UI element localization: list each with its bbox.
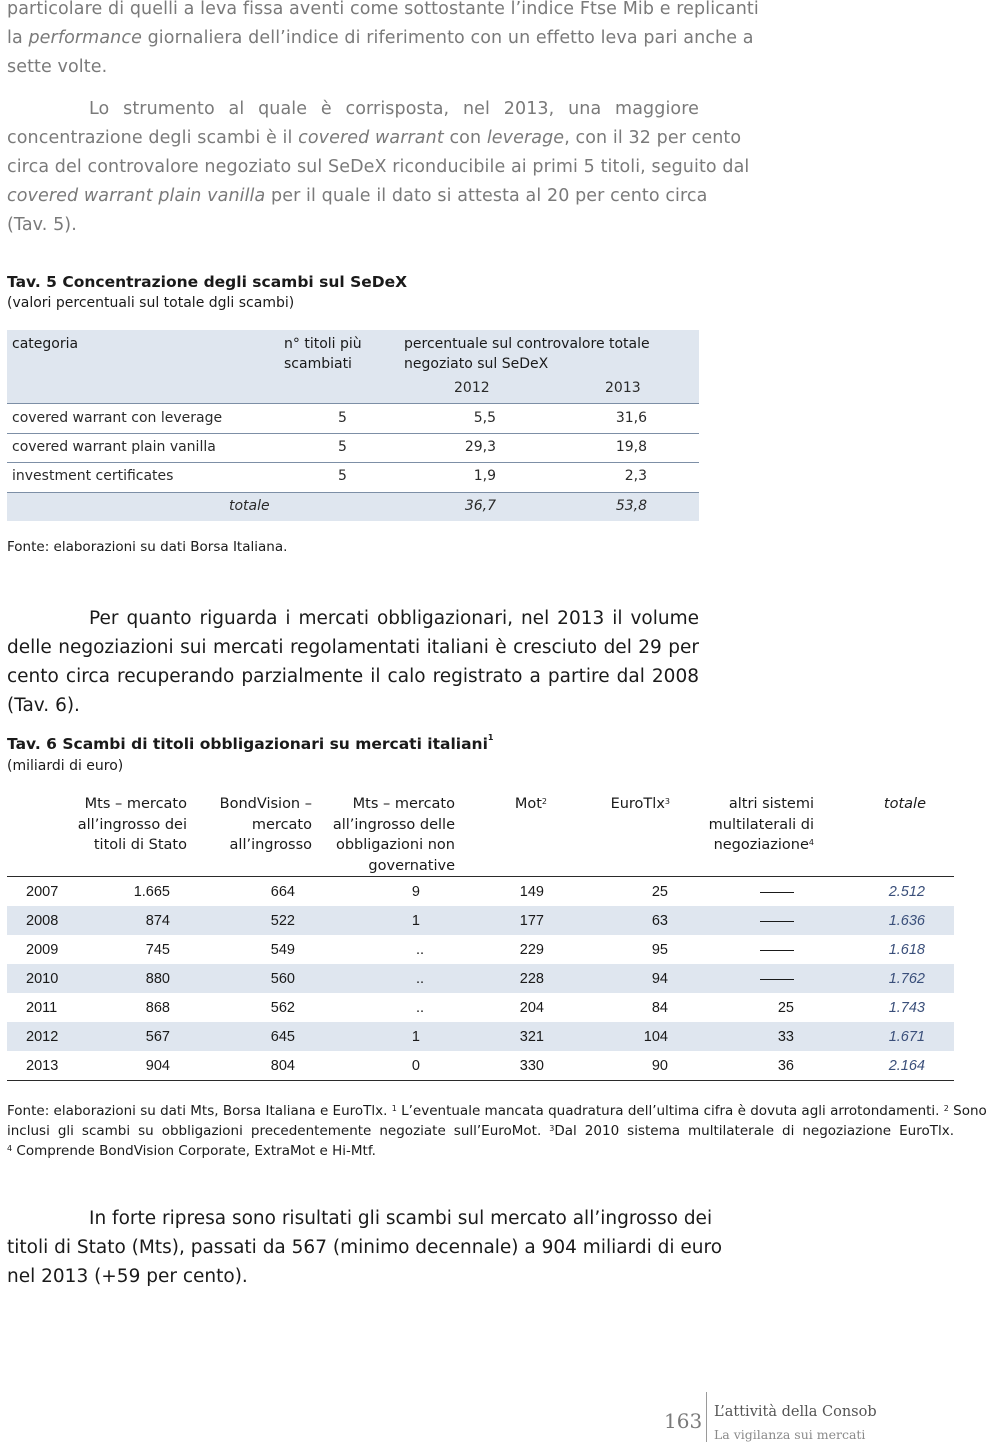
row-ntitoli: 5 — [338, 410, 347, 426]
note-line: inclusi gli scambi su obbligazioni precedentemente negoziate sull’EuroMot. $^3$Dal 2010 sistema multilaterale di negoziazione EuroTlx. — [7, 1123, 955, 1139]
dash — [760, 979, 794, 980]
header-divider — [7, 876, 954, 877]
row-year: 2009 — [26, 942, 59, 958]
header-mts-gov: Mts – mercato all’ingrosso delle obbligazioni non governative — [332, 796, 455, 874]
text-line: (Tav. 5). — [7, 215, 77, 235]
text-line: titoli di Stato (Mts), passati da 567 (minimo decennale) a 904 miliardi di euro — [7, 1237, 723, 1258]
cell-bondvision: 560 — [270, 971, 295, 987]
table5-subtitle: (valori percentuali sul totale dgli scambi) — [7, 295, 295, 311]
cell-mts: 868 — [145, 1000, 170, 1016]
row-2013: 2,3 — [624, 468, 647, 484]
text-line: concentrazione degli scambi è il covered warrant con leverage, con il 32 per cento — [7, 128, 742, 148]
footer-title: L’attività della Consob — [714, 1404, 877, 1420]
cell-totale: 2.164 — [888, 1058, 925, 1074]
dash — [760, 892, 794, 893]
text-line: sette volte. — [7, 57, 108, 77]
text-line: Lo strumento al quale è corrisposta, nel 2013, una maggiore — [89, 99, 699, 119]
cell-mts: 880 — [145, 971, 170, 987]
cell-totale: 1.671 — [888, 1029, 925, 1045]
row-ntitoli: 5 — [338, 468, 347, 484]
header-mts-stato: Mts – mercato all’ingrosso dei titoli di Stato — [77, 796, 187, 853]
total-2013: 53,8 — [615, 498, 647, 514]
row-2013: 31,6 — [615, 410, 647, 426]
text-line: delle negoziazioni sui mercati regolamentati italiani è cresciuto del 29 per — [7, 637, 699, 658]
page-number: 163 — [664, 1409, 703, 1433]
cell-mot: 330 — [519, 1058, 544, 1074]
header-bondvision: BondVision – mercato all’ingrosso — [219, 796, 312, 853]
bottom-divider — [7, 1080, 954, 1081]
table6 — [0, 790, 960, 1085]
text-line: circa del controvalore negoziato sul SeDeX riconducibile ai primi 5 titoli, seguito dal — [7, 157, 750, 177]
row-year: 2011 — [26, 1000, 58, 1016]
cell-altri: 25 — [777, 1000, 794, 1016]
table6-title: Tav. 6 Scambi di titoli obbligazionari su mercati italiani$^1$ — [7, 733, 494, 753]
cell-totale: 1.618 — [888, 942, 925, 958]
footer-subtitle: La vigilanza sui mercati — [714, 1427, 866, 1442]
dash — [760, 950, 794, 951]
header-year-2012: 2012 — [454, 380, 490, 396]
cell-altri — [760, 884, 794, 900]
cell-mts-gov: .. — [415, 971, 424, 987]
row-2012: 29,3 — [464, 439, 496, 455]
cell-bondvision: 549 — [270, 942, 295, 958]
cell-mts-gov: 1 — [411, 1029, 420, 1045]
row-2012: 5,5 — [473, 410, 496, 426]
note-line: $^4$ Comprende BondVision Corporate, ExtraMot e Hi-Mtf. — [7, 1143, 376, 1159]
cell-mts: 874 — [145, 913, 170, 929]
text-line: covered warrant plain vanilla per il quale il dato si attesta al 20 per cento circa — [7, 186, 708, 206]
cell-totale: 1.743 — [888, 1000, 925, 1016]
header-totale: totale — [883, 796, 926, 812]
header-mot: Mot$^2$ — [514, 796, 547, 812]
text-line: cento circa recuperando parzialmente il calo registrato a partire dal 2008 — [7, 666, 699, 687]
total-band — [7, 492, 699, 521]
row-2012: 1,9 — [473, 468, 496, 484]
cell-eurotlx: 95 — [651, 942, 668, 958]
cell-bondvision: 664 — [270, 884, 295, 900]
cell-mts-gov: .. — [415, 1000, 424, 1016]
cell-mts: 1.665 — [133, 884, 170, 900]
cell-totale: 1.636 — [888, 913, 925, 929]
header-categoria: categoria — [12, 336, 79, 352]
text-line: (Tav. 6). — [7, 695, 80, 716]
cell-mot: 228 — [519, 971, 544, 987]
row-categoria: covered warrant plain vanilla — [12, 439, 216, 455]
cell-bondvision: 562 — [270, 1000, 295, 1016]
cell-mts: 567 — [145, 1029, 170, 1045]
paragraph-sedex — [7, 95, 750, 240]
header-percentuale: percentuale sul controvalore totale negoziato sul SeDeX — [404, 336, 650, 372]
header-eurotlx: EuroTlx$^3$ — [610, 796, 670, 812]
cell-eurotlx: 94 — [651, 971, 668, 987]
table6-subtitle: (miliardi di euro) — [7, 758, 124, 774]
cell-mot: 149 — [519, 884, 544, 900]
cell-eurotlx: 84 — [651, 1000, 668, 1016]
total-2012: 36,7 — [464, 498, 496, 514]
cell-eurotlx: 63 — [651, 913, 668, 929]
table6-notes — [7, 1101, 987, 1161]
divider — [7, 492, 699, 493]
cell-eurotlx: 104 — [643, 1029, 668, 1045]
dash — [760, 921, 794, 922]
cell-bondvision: 645 — [270, 1029, 295, 1045]
text-line: nel 2013 (+59 per cento). — [7, 1266, 248, 1287]
divider — [7, 462, 699, 463]
cell-mts-gov: .. — [415, 942, 424, 958]
row-ntitoli: 5 — [338, 439, 347, 455]
cell-altri — [760, 971, 794, 987]
cell-eurotlx: 25 — [651, 884, 668, 900]
row-year: 2008 — [26, 913, 59, 929]
text-line: la performance giornaliera dell’indice di riferimento con un effetto leva pari anche a — [7, 28, 754, 48]
divider — [7, 433, 699, 434]
years-band — [7, 373, 699, 403]
cell-bondvision: 522 — [270, 913, 295, 929]
cell-eurotlx: 90 — [651, 1058, 668, 1074]
cell-mts-gov: 0 — [411, 1058, 420, 1074]
cell-altri: 36 — [777, 1058, 794, 1074]
header-year-2013: 2013 — [605, 380, 641, 396]
cell-mts: 745 — [145, 942, 170, 958]
header-altri: altri sistemi multilaterali di negoziazione$^4$ — [708, 796, 814, 853]
cell-altri: 33 — [777, 1029, 794, 1045]
cell-bondvision: 804 — [270, 1058, 295, 1074]
cell-altri — [760, 942, 794, 958]
paragraph-intro — [7, 0, 759, 82]
cell-mts: 904 — [145, 1058, 170, 1074]
cell-totale: 2.512 — [888, 884, 925, 900]
row-year: 2010 — [26, 971, 59, 987]
paragraph-mts — [7, 1204, 723, 1291]
footer-divider — [706, 1392, 707, 1442]
row-year: 2007 — [26, 884, 59, 900]
cell-altri — [760, 913, 794, 929]
text-line: particolare di quelli a leva fissa aventi come sottostante l’indice Ftse Mib e replicanti — [7, 0, 759, 19]
table5-title: Tav. 5 Concentrazione degli scambi sul SeDeX — [7, 273, 408, 291]
row-categoria: covered warrant con leverage — [12, 410, 223, 426]
cell-totale: 1.762 — [888, 971, 925, 987]
total-label: totale — [229, 498, 270, 514]
table5 — [7, 330, 699, 520]
row-year: 2013 — [26, 1058, 59, 1074]
cell-mts-gov: 9 — [411, 884, 420, 900]
cell-mot: 229 — [519, 942, 544, 958]
text-line: Per quanto riguarda i mercati obbligazionari, nel 2013 il volume — [89, 608, 699, 629]
divider — [7, 403, 699, 404]
table5-source: Fonte: elaborazioni su dati Borsa Italiana. — [7, 539, 288, 555]
text-line: In forte ripresa sono risultati gli scambi sul mercato all’ingrosso dei — [89, 1208, 713, 1229]
row-categoria: investment certificates — [12, 468, 174, 484]
note-line: Fonte: elaborazioni su dati Mts, Borsa Italiana e EuroTlx. $^1$ L’eventuale mancata quadratura dell’ultima cifra è dovuta agli arrotondamenti. $^2$ Sono — [7, 1103, 987, 1119]
row-2013: 19,8 — [615, 439, 647, 455]
cell-mot: 321 — [519, 1029, 544, 1045]
cell-mot: 177 — [519, 913, 544, 929]
cell-mts-gov: 1 — [411, 913, 420, 929]
header-ntitoli: n° titoli più scambiati — [284, 336, 362, 372]
paragraph-bonds — [7, 604, 699, 720]
row-year: 2012 — [26, 1029, 59, 1045]
cell-mot: 204 — [519, 1000, 544, 1016]
